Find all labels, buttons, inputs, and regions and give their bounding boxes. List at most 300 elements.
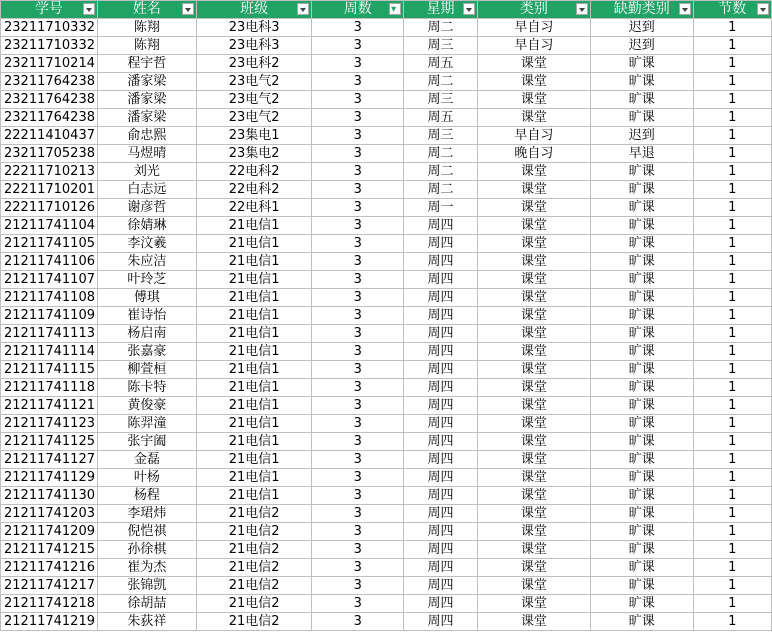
cell-class[interactable]: 21电信1 bbox=[196, 415, 312, 433]
cell-weekday[interactable]: 周四 bbox=[404, 487, 478, 505]
cell-periods[interactable]: 1 bbox=[693, 37, 771, 55]
cell-periods[interactable]: 1 bbox=[693, 379, 771, 397]
cell-week[interactable]: 3 bbox=[312, 361, 404, 379]
cell-name[interactable]: 徐胡喆 bbox=[97, 595, 196, 613]
cell-periods[interactable]: 1 bbox=[693, 55, 771, 73]
cell-category[interactable]: 课堂 bbox=[477, 289, 590, 307]
cell-periods[interactable]: 1 bbox=[693, 19, 771, 37]
cell-absence-type[interactable]: 旷课 bbox=[590, 397, 693, 415]
cell-class[interactable]: 21电信1 bbox=[196, 289, 312, 307]
cell-absence-type[interactable]: 旷课 bbox=[590, 73, 693, 91]
cell-week[interactable]: 3 bbox=[312, 109, 404, 127]
cell-periods[interactable]: 1 bbox=[693, 559, 771, 577]
cell-weekday[interactable]: 周四 bbox=[404, 379, 478, 397]
cell-absence-type[interactable]: 旷课 bbox=[590, 271, 693, 289]
cell-absence-type[interactable]: 旷课 bbox=[590, 379, 693, 397]
cell-category[interactable]: 课堂 bbox=[477, 217, 590, 235]
cell-student-id[interactable]: 21211741118 bbox=[1, 379, 98, 397]
cell-category[interactable]: 课堂 bbox=[477, 523, 590, 541]
cell-week[interactable]: 3 bbox=[312, 487, 404, 505]
cell-student-id[interactable]: 21211741106 bbox=[1, 253, 98, 271]
cell-absence-type[interactable]: 旷课 bbox=[590, 55, 693, 73]
cell-category[interactable]: 课堂 bbox=[477, 379, 590, 397]
cell-periods[interactable]: 1 bbox=[693, 325, 771, 343]
cell-weekday[interactable]: 周四 bbox=[404, 595, 478, 613]
cell-week[interactable]: 3 bbox=[312, 307, 404, 325]
cell-week[interactable]: 3 bbox=[312, 343, 404, 361]
cell-week[interactable]: 3 bbox=[312, 73, 404, 91]
cell-class[interactable]: 21电信2 bbox=[196, 613, 312, 631]
cell-class[interactable]: 23电科3 bbox=[196, 37, 312, 55]
cell-periods[interactable]: 1 bbox=[693, 361, 771, 379]
cell-absence-type[interactable]: 旷课 bbox=[590, 595, 693, 613]
cell-periods[interactable]: 1 bbox=[693, 217, 771, 235]
cell-week[interactable]: 3 bbox=[312, 91, 404, 109]
cell-periods[interactable]: 1 bbox=[693, 415, 771, 433]
cell-absence-type[interactable]: 迟到 bbox=[590, 37, 693, 55]
cell-periods[interactable]: 1 bbox=[693, 577, 771, 595]
cell-class[interactable]: 22电科2 bbox=[196, 163, 312, 181]
cell-absence-type[interactable]: 旷课 bbox=[590, 289, 693, 307]
cell-absence-type[interactable]: 旷课 bbox=[590, 199, 693, 217]
cell-weekday[interactable]: 周四 bbox=[404, 577, 478, 595]
cell-class[interactable]: 23电气2 bbox=[196, 91, 312, 109]
dropdown-arrow-icon[interactable] bbox=[576, 3, 588, 15]
cell-week[interactable]: 3 bbox=[312, 199, 404, 217]
cell-absence-type[interactable]: 旷课 bbox=[590, 163, 693, 181]
table-row bbox=[1, 415, 772, 433]
cell-week[interactable]: 3 bbox=[312, 19, 404, 37]
cell-weekday[interactable]: 周四 bbox=[404, 397, 478, 415]
cell-student-id[interactable]: 22211710201 bbox=[1, 181, 98, 199]
dropdown-arrow-icon[interactable] bbox=[83, 3, 95, 15]
cell-student-id[interactable]: 23211764238 bbox=[1, 91, 98, 109]
cell-class[interactable]: 21电信1 bbox=[196, 469, 312, 487]
cell-student-id[interactable]: 23211764238 bbox=[1, 73, 98, 91]
cell-weekday[interactable]: 周四 bbox=[404, 469, 478, 487]
dropdown-arrow-icon[interactable] bbox=[463, 3, 475, 15]
cell-class[interactable]: 22电科1 bbox=[196, 199, 312, 217]
cell-class[interactable]: 21电信2 bbox=[196, 505, 312, 523]
cell-week[interactable]: 3 bbox=[312, 325, 404, 343]
cell-student-id[interactable]: 21211741114 bbox=[1, 343, 98, 361]
cell-weekday[interactable]: 周四 bbox=[404, 253, 478, 271]
cell-weekday[interactable]: 周四 bbox=[404, 235, 478, 253]
cell-periods[interactable]: 1 bbox=[693, 271, 771, 289]
cell-week[interactable]: 3 bbox=[312, 127, 404, 145]
cell-weekday[interactable]: 周三 bbox=[404, 127, 478, 145]
cell-class[interactable]: 21电信1 bbox=[196, 271, 312, 289]
cell-category[interactable]: 课堂 bbox=[477, 559, 590, 577]
cell-name[interactable]: 黄俊豪 bbox=[97, 397, 196, 415]
cell-absence-type[interactable]: 旷课 bbox=[590, 469, 693, 487]
cell-weekday[interactable]: 周四 bbox=[404, 325, 478, 343]
cell-student-id[interactable]: 21211741129 bbox=[1, 469, 98, 487]
cell-name[interactable]: 张嘉豪 bbox=[97, 343, 196, 361]
cell-periods[interactable]: 1 bbox=[693, 253, 771, 271]
cell-weekday[interactable]: 周四 bbox=[404, 505, 478, 523]
table-row bbox=[1, 613, 772, 631]
header-name[interactable] bbox=[97, 1, 196, 19]
table-row bbox=[1, 271, 772, 289]
cell-weekday[interactable]: 周三 bbox=[404, 91, 478, 109]
cell-class[interactable]: 21电信2 bbox=[196, 577, 312, 595]
cell-name[interactable]: 叶杨 bbox=[97, 469, 196, 487]
cell-name[interactable]: 张锦凯 bbox=[97, 577, 196, 595]
table-row bbox=[1, 109, 772, 127]
cell-periods[interactable]: 1 bbox=[693, 127, 771, 145]
cell-student-id[interactable]: 21211741115 bbox=[1, 361, 98, 379]
cell-absence-type[interactable]: 旷课 bbox=[590, 523, 693, 541]
cell-category[interactable]: 课堂 bbox=[477, 469, 590, 487]
cell-category[interactable]: 课堂 bbox=[477, 91, 590, 109]
cell-category[interactable]: 课堂 bbox=[477, 307, 590, 325]
header-periods[interactable] bbox=[693, 1, 771, 19]
cell-class[interactable]: 21电信1 bbox=[196, 325, 312, 343]
cell-category[interactable]: 课堂 bbox=[477, 163, 590, 181]
cell-absence-type[interactable]: 旷课 bbox=[590, 253, 693, 271]
cell-student-id[interactable]: 21211741218 bbox=[1, 595, 98, 613]
cell-student-id[interactable]: 21211741125 bbox=[1, 433, 98, 451]
dropdown-arrow-icon[interactable] bbox=[297, 3, 309, 15]
cell-student-id[interactable]: 22211710126 bbox=[1, 199, 98, 217]
cell-absence-type[interactable]: 旷课 bbox=[590, 541, 693, 559]
cell-periods[interactable]: 1 bbox=[693, 199, 771, 217]
cell-name[interactable]: 马煜晴 bbox=[97, 145, 196, 163]
cell-student-id[interactable]: 21211741123 bbox=[1, 415, 98, 433]
cell-week[interactable]: 3 bbox=[312, 271, 404, 289]
cell-name[interactable]: 傅琪 bbox=[97, 289, 196, 307]
cell-absence-type[interactable]: 旷课 bbox=[590, 559, 693, 577]
cell-periods[interactable]: 1 bbox=[693, 235, 771, 253]
cell-name[interactable]: 陈翔 bbox=[97, 37, 196, 55]
cell-weekday[interactable]: 周三 bbox=[404, 37, 478, 55]
cell-weekday[interactable]: 周五 bbox=[404, 109, 478, 127]
cell-category[interactable]: 课堂 bbox=[477, 73, 590, 91]
cell-class[interactable]: 21电信1 bbox=[196, 487, 312, 505]
cell-week[interactable]: 3 bbox=[312, 595, 404, 613]
cell-periods[interactable]: 1 bbox=[693, 433, 771, 451]
cell-weekday[interactable]: 周四 bbox=[404, 271, 478, 289]
cell-absence-type[interactable]: 旷课 bbox=[590, 577, 693, 595]
cell-periods[interactable]: 1 bbox=[693, 505, 771, 523]
cell-name[interactable]: 陈翔 bbox=[97, 19, 196, 37]
cell-absence-type[interactable]: 旷课 bbox=[590, 109, 693, 127]
cell-week[interactable]: 3 bbox=[312, 433, 404, 451]
cell-periods[interactable]: 1 bbox=[693, 523, 771, 541]
cell-absence-type[interactable]: 旷课 bbox=[590, 307, 693, 325]
cell-absence-type[interactable]: 旷课 bbox=[590, 235, 693, 253]
cell-category[interactable]: 课堂 bbox=[477, 487, 590, 505]
cell-student-id[interactable]: 21211741215 bbox=[1, 541, 98, 559]
cell-class[interactable]: 21电信2 bbox=[196, 559, 312, 577]
cell-weekday[interactable]: 周四 bbox=[404, 289, 478, 307]
cell-week[interactable]: 3 bbox=[312, 181, 404, 199]
cell-class[interactable]: 23电科3 bbox=[196, 19, 312, 37]
cell-student-id[interactable]: 23211764238 bbox=[1, 109, 98, 127]
cell-class[interactable]: 21电信1 bbox=[196, 235, 312, 253]
cell-category[interactable]: 课堂 bbox=[477, 181, 590, 199]
cell-week[interactable]: 3 bbox=[312, 379, 404, 397]
cell-student-id[interactable]: 21211741104 bbox=[1, 217, 98, 235]
header-absence-type[interactable] bbox=[590, 1, 693, 19]
cell-week[interactable]: 3 bbox=[312, 541, 404, 559]
cell-category[interactable]: 课堂 bbox=[477, 505, 590, 523]
cell-periods[interactable]: 1 bbox=[693, 451, 771, 469]
filter-active-icon[interactable] bbox=[389, 3, 401, 15]
cell-category[interactable]: 课堂 bbox=[477, 397, 590, 415]
cell-class[interactable]: 23集电2 bbox=[196, 145, 312, 163]
table-row bbox=[1, 55, 772, 73]
cell-week[interactable]: 3 bbox=[312, 55, 404, 73]
cell-week[interactable]: 3 bbox=[312, 613, 404, 631]
table-row bbox=[1, 379, 772, 397]
header-weekday[interactable] bbox=[404, 1, 478, 19]
cell-periods[interactable]: 1 bbox=[693, 469, 771, 487]
cell-category[interactable]: 早自习 bbox=[477, 127, 590, 145]
cell-name[interactable]: 金磊 bbox=[97, 451, 196, 469]
cell-name[interactable]: 潘家梁 bbox=[97, 109, 196, 127]
cell-category[interactable]: 课堂 bbox=[477, 55, 590, 73]
cell-name[interactable]: 陈羿潼 bbox=[97, 415, 196, 433]
cell-periods[interactable]: 1 bbox=[693, 307, 771, 325]
cell-periods[interactable]: 1 bbox=[693, 613, 771, 631]
cell-name[interactable]: 潘家梁 bbox=[97, 73, 196, 91]
cell-weekday[interactable]: 周五 bbox=[404, 55, 478, 73]
cell-periods[interactable]: 1 bbox=[693, 181, 771, 199]
cell-week[interactable]: 3 bbox=[312, 397, 404, 415]
cell-periods[interactable]: 1 bbox=[693, 91, 771, 109]
cell-class[interactable]: 21电信1 bbox=[196, 343, 312, 361]
cell-weekday[interactable]: 周二 bbox=[404, 181, 478, 199]
cell-name[interactable]: 崔诗怡 bbox=[97, 307, 196, 325]
cell-student-id[interactable]: 23211710332 bbox=[1, 19, 98, 37]
cell-name[interactable]: 陈卡特 bbox=[97, 379, 196, 397]
cell-category[interactable]: 课堂 bbox=[477, 253, 590, 271]
cell-category[interactable]: 课堂 bbox=[477, 541, 590, 559]
cell-absence-type[interactable]: 旷课 bbox=[590, 433, 693, 451]
cell-absence-type[interactable]: 旷课 bbox=[590, 217, 693, 235]
cell-absence-type[interactable]: 迟到 bbox=[590, 19, 693, 37]
cell-periods[interactable]: 1 bbox=[693, 487, 771, 505]
cell-week[interactable]: 3 bbox=[312, 415, 404, 433]
cell-category[interactable]: 课堂 bbox=[477, 415, 590, 433]
cell-category[interactable]: 早自习 bbox=[477, 37, 590, 55]
cell-class[interactable]: 21电信1 bbox=[196, 217, 312, 235]
cell-week[interactable]: 3 bbox=[312, 37, 404, 55]
cell-category[interactable]: 课堂 bbox=[477, 325, 590, 343]
cell-class[interactable]: 23集电1 bbox=[196, 127, 312, 145]
dropdown-arrow-icon[interactable] bbox=[182, 3, 194, 15]
cell-week[interactable]: 3 bbox=[312, 253, 404, 271]
cell-category[interactable]: 课堂 bbox=[477, 613, 590, 631]
cell-name[interactable]: 李珺炜 bbox=[97, 505, 196, 523]
cell-name[interactable]: 朱荻祥 bbox=[97, 613, 196, 631]
cell-weekday[interactable]: 周四 bbox=[404, 433, 478, 451]
cell-absence-type[interactable]: 旷课 bbox=[590, 343, 693, 361]
cell-periods[interactable]: 1 bbox=[693, 541, 771, 559]
cell-weekday[interactable]: 周四 bbox=[404, 415, 478, 433]
cell-student-id[interactable]: 21211741109 bbox=[1, 307, 98, 325]
cell-category[interactable]: 课堂 bbox=[477, 109, 590, 127]
cell-week[interactable]: 3 bbox=[312, 523, 404, 541]
cell-class[interactable]: 21电信1 bbox=[196, 361, 312, 379]
cell-category[interactable]: 课堂 bbox=[477, 235, 590, 253]
cell-name[interactable]: 倪恺祺 bbox=[97, 523, 196, 541]
cell-name[interactable]: 刘光 bbox=[97, 163, 196, 181]
cell-class[interactable]: 21电信2 bbox=[196, 541, 312, 559]
cell-class[interactable]: 23电科2 bbox=[196, 55, 312, 73]
cell-name[interactable]: 杨启南 bbox=[97, 325, 196, 343]
cell-absence-type[interactable]: 旷课 bbox=[590, 361, 693, 379]
cell-weekday[interactable]: 周四 bbox=[404, 307, 478, 325]
header-week[interactable] bbox=[312, 1, 404, 19]
cell-student-id[interactable]: 22211710213 bbox=[1, 163, 98, 181]
cell-absence-type[interactable]: 旷课 bbox=[590, 325, 693, 343]
dropdown-arrow-icon[interactable] bbox=[757, 3, 769, 15]
cell-weekday[interactable]: 周一 bbox=[404, 199, 478, 217]
cell-student-id[interactable]: 21211741108 bbox=[1, 289, 98, 307]
cell-week[interactable]: 3 bbox=[312, 235, 404, 253]
cell-periods[interactable]: 1 bbox=[693, 343, 771, 361]
cell-student-id[interactable]: 21211741219 bbox=[1, 613, 98, 631]
cell-student-id[interactable]: 21211741217 bbox=[1, 577, 98, 595]
cell-student-id[interactable]: 21211741209 bbox=[1, 523, 98, 541]
cell-student-id[interactable]: 21211741130 bbox=[1, 487, 98, 505]
cell-class[interactable]: 22电科2 bbox=[196, 181, 312, 199]
cell-name[interactable]: 白志远 bbox=[97, 181, 196, 199]
cell-category[interactable]: 课堂 bbox=[477, 199, 590, 217]
cell-periods[interactable]: 1 bbox=[693, 595, 771, 613]
cell-week[interactable]: 3 bbox=[312, 559, 404, 577]
cell-class[interactable]: 21电信1 bbox=[196, 451, 312, 469]
cell-week[interactable]: 3 bbox=[312, 505, 404, 523]
header-student-id[interactable] bbox=[1, 1, 98, 19]
cell-student-id[interactable]: 23211710332 bbox=[1, 37, 98, 55]
cell-name[interactable]: 孙徐棋 bbox=[97, 541, 196, 559]
cell-weekday[interactable]: 周四 bbox=[404, 523, 478, 541]
cell-week[interactable]: 3 bbox=[312, 289, 404, 307]
cell-category[interactable]: 晚自习 bbox=[477, 145, 590, 163]
table-row bbox=[1, 595, 772, 613]
cell-periods[interactable]: 1 bbox=[693, 163, 771, 181]
cell-absence-type[interactable]: 旷课 bbox=[590, 505, 693, 523]
cell-category[interactable]: 课堂 bbox=[477, 577, 590, 595]
cell-absence-type[interactable]: 旷课 bbox=[590, 487, 693, 505]
cell-name[interactable]: 潘家梁 bbox=[97, 91, 196, 109]
cell-class[interactable]: 23电气2 bbox=[196, 73, 312, 91]
cell-week[interactable]: 3 bbox=[312, 469, 404, 487]
header-row bbox=[1, 1, 772, 19]
cell-class[interactable]: 21电信1 bbox=[196, 253, 312, 271]
cell-class[interactable]: 21电信1 bbox=[196, 397, 312, 415]
cell-category[interactable]: 课堂 bbox=[477, 595, 590, 613]
cell-class[interactable]: 21电信2 bbox=[196, 523, 312, 541]
cell-student-id[interactable]: 21211741113 bbox=[1, 325, 98, 343]
cell-periods[interactable]: 1 bbox=[693, 109, 771, 127]
cell-absence-type[interactable]: 早退 bbox=[590, 145, 693, 163]
cell-weekday[interactable]: 周四 bbox=[404, 451, 478, 469]
cell-class[interactable]: 21电信1 bbox=[196, 379, 312, 397]
cell-absence-type[interactable]: 旷课 bbox=[590, 181, 693, 199]
table-row bbox=[1, 163, 772, 181]
cell-absence-type[interactable]: 旷课 bbox=[590, 613, 693, 631]
cell-periods[interactable]: 1 bbox=[693, 289, 771, 307]
dropdown-arrow-icon[interactable] bbox=[679, 3, 691, 15]
cell-weekday[interactable]: 周二 bbox=[404, 73, 478, 91]
cell-week[interactable]: 3 bbox=[312, 451, 404, 469]
cell-name[interactable]: 俞忠熙 bbox=[97, 127, 196, 145]
cell-name[interactable]: 谢彦哲 bbox=[97, 199, 196, 217]
cell-weekday[interactable]: 周二 bbox=[404, 145, 478, 163]
cell-class[interactable]: 21电信2 bbox=[196, 595, 312, 613]
cell-week[interactable]: 3 bbox=[312, 577, 404, 595]
cell-category[interactable]: 早自习 bbox=[477, 19, 590, 37]
cell-name[interactable]: 柳萱桓 bbox=[97, 361, 196, 379]
cell-class[interactable]: 21电信1 bbox=[196, 307, 312, 325]
cell-periods[interactable]: 1 bbox=[693, 145, 771, 163]
cell-student-id[interactable]: 21211741127 bbox=[1, 451, 98, 469]
cell-weekday[interactable]: 周二 bbox=[404, 19, 478, 37]
cell-absence-type[interactable]: 迟到 bbox=[590, 127, 693, 145]
cell-week[interactable]: 3 bbox=[312, 217, 404, 235]
cell-name[interactable]: 张宇阖 bbox=[97, 433, 196, 451]
cell-weekday[interactable]: 周四 bbox=[404, 541, 478, 559]
cell-weekday[interactable]: 周四 bbox=[404, 361, 478, 379]
cell-category[interactable]: 课堂 bbox=[477, 433, 590, 451]
cell-student-id[interactable]: 23211710214 bbox=[1, 55, 98, 73]
cell-weekday[interactable]: 周四 bbox=[404, 559, 478, 577]
table-row bbox=[1, 289, 772, 307]
cell-name[interactable]: 崔为杰 bbox=[97, 559, 196, 577]
cell-category[interactable]: 课堂 bbox=[477, 271, 590, 289]
cell-student-id[interactable]: 21211741105 bbox=[1, 235, 98, 253]
cell-name[interactable]: 朱应洁 bbox=[97, 253, 196, 271]
table-row bbox=[1, 523, 772, 541]
cell-student-id[interactable]: 22211410437 bbox=[1, 127, 98, 145]
cell-weekday[interactable]: 周四 bbox=[404, 343, 478, 361]
cell-class[interactable]: 21电信1 bbox=[196, 433, 312, 451]
table-row bbox=[1, 181, 772, 199]
cell-student-id[interactable]: 21211741107 bbox=[1, 271, 98, 289]
cell-periods[interactable]: 1 bbox=[693, 73, 771, 91]
cell-category[interactable]: 课堂 bbox=[477, 451, 590, 469]
cell-student-id[interactable]: 21211741216 bbox=[1, 559, 98, 577]
header-class[interactable] bbox=[196, 1, 312, 19]
cell-name[interactable]: 程宇哲 bbox=[97, 55, 196, 73]
cell-name[interactable]: 杨程 bbox=[97, 487, 196, 505]
cell-absence-type[interactable]: 旷课 bbox=[590, 91, 693, 109]
cell-week[interactable]: 3 bbox=[312, 145, 404, 163]
cell-student-id[interactable]: 21211741203 bbox=[1, 505, 98, 523]
cell-student-id[interactable]: 23211705238 bbox=[1, 145, 98, 163]
cell-periods[interactable]: 1 bbox=[693, 397, 771, 415]
cell-category[interactable]: 课堂 bbox=[477, 343, 590, 361]
cell-student-id[interactable]: 21211741121 bbox=[1, 397, 98, 415]
cell-absence-type[interactable]: 旷课 bbox=[590, 451, 693, 469]
cell-absence-type[interactable]: 旷课 bbox=[590, 415, 693, 433]
cell-weekday[interactable]: 周四 bbox=[404, 613, 478, 631]
cell-name[interactable]: 李汶羲 bbox=[97, 235, 196, 253]
header-category[interactable] bbox=[477, 1, 590, 19]
cell-category[interactable]: 课堂 bbox=[477, 361, 590, 379]
cell-name[interactable]: 叶玲芝 bbox=[97, 271, 196, 289]
cell-weekday[interactable]: 周二 bbox=[404, 163, 478, 181]
cell-class[interactable]: 23电气2 bbox=[196, 109, 312, 127]
cell-weekday[interactable]: 周四 bbox=[404, 217, 478, 235]
cell-name[interactable]: 徐婧琳 bbox=[97, 217, 196, 235]
cell-week[interactable]: 3 bbox=[312, 163, 404, 181]
